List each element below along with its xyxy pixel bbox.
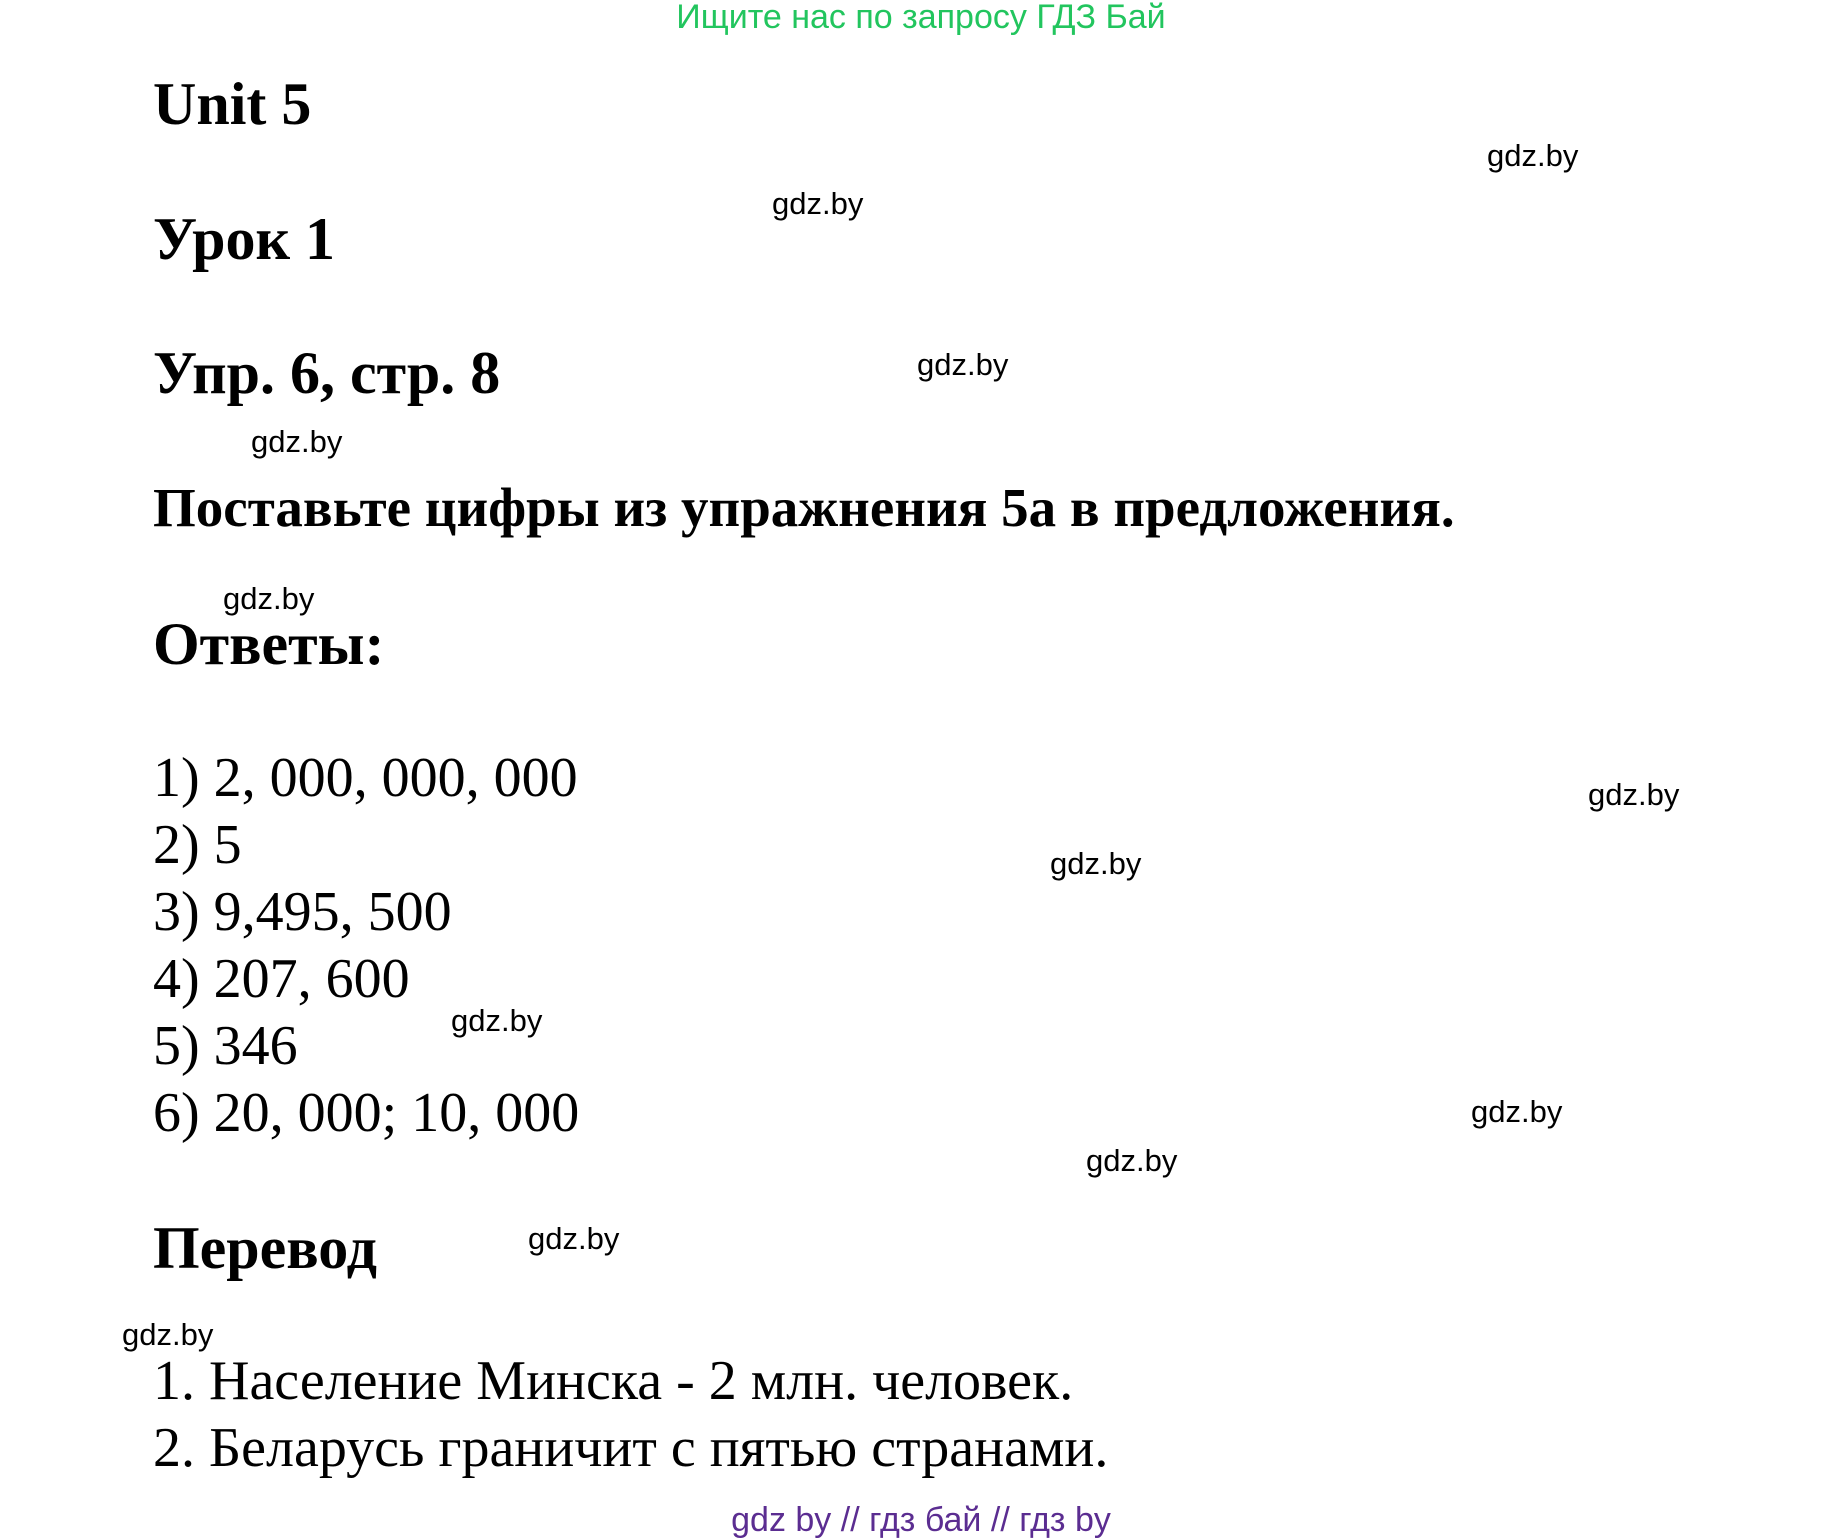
translation-title: Перевод <box>153 1215 377 1281</box>
translation-item: 2. Беларусь граничит с пятью странами. <box>153 1417 1109 1479</box>
answer-item: 5) 346 <box>153 1015 298 1077</box>
watermark: gdz.by <box>1487 138 1579 173</box>
footer-watermark: gdz by // гдз бай // гдз by <box>731 1501 1111 1539</box>
watermark: gdz.by <box>528 1221 620 1256</box>
watermark: gdz.by <box>223 581 315 616</box>
watermark: gdz.by <box>1588 777 1680 812</box>
task-text: Поставьте цифры из упражнения 5а в предложения. <box>153 477 1455 538</box>
translation-item: 1. Население Минска - 2 млн. человек. <box>153 1350 1074 1412</box>
watermark: gdz.by <box>1086 1143 1178 1178</box>
watermark: gdz.by <box>1471 1094 1563 1129</box>
answer-item: 3) 9,495, 500 <box>153 881 452 943</box>
watermark: gdz.by <box>772 186 864 221</box>
lesson-title: Урок 1 <box>153 206 336 272</box>
answer-item: 1) 2, 000, 000, 000 <box>153 747 578 809</box>
answer-item: 4) 207, 600 <box>153 948 410 1010</box>
answer-item: 2) 5 <box>153 814 242 876</box>
watermark: gdz.by <box>251 424 343 459</box>
top-banner: Ищите нас по запросу ГДЗ Бай <box>676 0 1166 36</box>
watermark: gdz.by <box>122 1317 214 1352</box>
answer-item: 6) 20, 000; 10, 000 <box>153 1082 580 1144</box>
answers-title: Ответы: <box>153 611 385 677</box>
watermark: gdz.by <box>917 347 1009 382</box>
watermark: gdz.by <box>451 1003 543 1038</box>
exercise-title: Упр. 6, стр. 8 <box>153 340 501 406</box>
watermark: gdz.by <box>1050 846 1142 881</box>
unit-title: Unit 5 <box>153 71 312 137</box>
